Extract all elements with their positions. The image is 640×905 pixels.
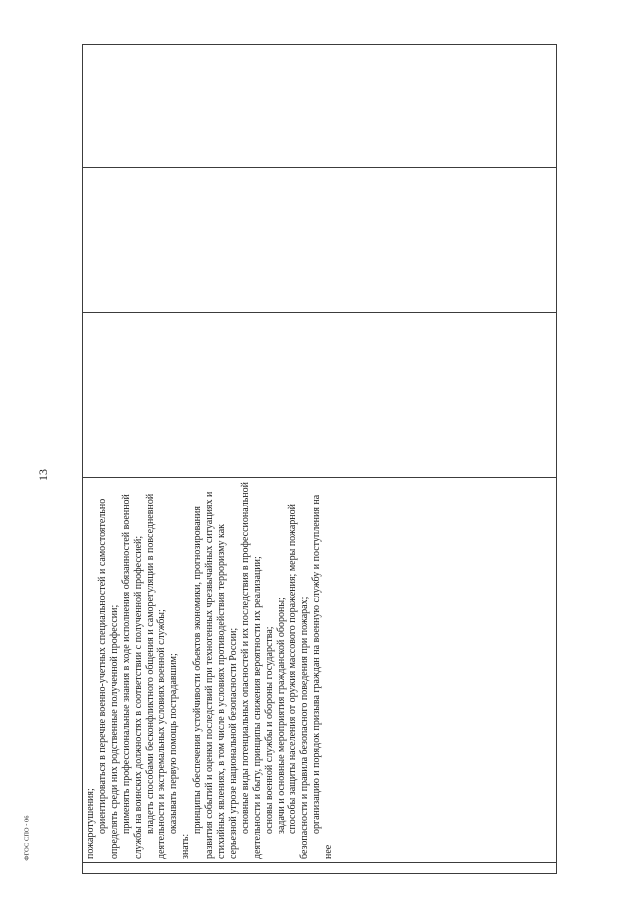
requirement-paragraph: организацию и порядок призыва граждан на военную службу и поступления на нее: [311, 494, 335, 859]
requirement-paragraph: применять профессиональные знания в ходе исполнения обязанностей военной службы на воинских должностях в соответствии с полученной профессией;: [120, 494, 144, 859]
requirement-paragraph: ориентироваться в перечне военно-учетных специальностей и самостоятельно определять среди них родственные полученной профессии;: [96, 498, 120, 859]
requirement-paragraph: способы защиты населения от оружия массового поражения; меры пожарной безопасности и правила безопасного поведения при пожарах;: [287, 504, 311, 859]
table-column-index: [83, 863, 556, 873]
requirement-paragraph: основы военной службы и обороны государства;: [263, 626, 275, 834]
table-column-requirements: [83, 478, 556, 863]
requirement-paragraph: знать:: [180, 833, 192, 859]
requirement-paragraph: оказывать первую помощь пострадавшим;: [168, 653, 180, 834]
requirement-paragraph: принципы обеспечения устойчивости объектов экономики, прогнозирования развития событий и оценки последствий при техногенных чрезвычайных ситуациях и стихийных явлениях, в том числе в условиях противодействия терроризму как серьезной угрозе национальной безопасности России;: [192, 491, 239, 859]
table-column-hours: [83, 168, 556, 313]
table-column-competences: [83, 45, 556, 168]
standards-table: [82, 44, 557, 874]
table-column-discipline: [83, 313, 556, 478]
requirement-paragraph: основные виды потенциальных опасностей и их последствия в профессиональной деятельности и быту, принципы снижения вероятности их реализации;: [239, 481, 263, 859]
requirement-paragraph: задачи и основные мероприятия гражданской обороны;: [275, 597, 287, 834]
requirements-cell: [83, 478, 335, 862]
page-number: 13: [36, 469, 50, 481]
document-code: ФГОС СПО - 06: [23, 815, 31, 861]
requirement-paragraph: пожаротушения;: [85, 788, 96, 859]
requirement-paragraph: владеть способами бесконфликтного общения и саморегуляции в повседневной деятельности и экстремальных условиях военной службы;: [144, 493, 168, 859]
